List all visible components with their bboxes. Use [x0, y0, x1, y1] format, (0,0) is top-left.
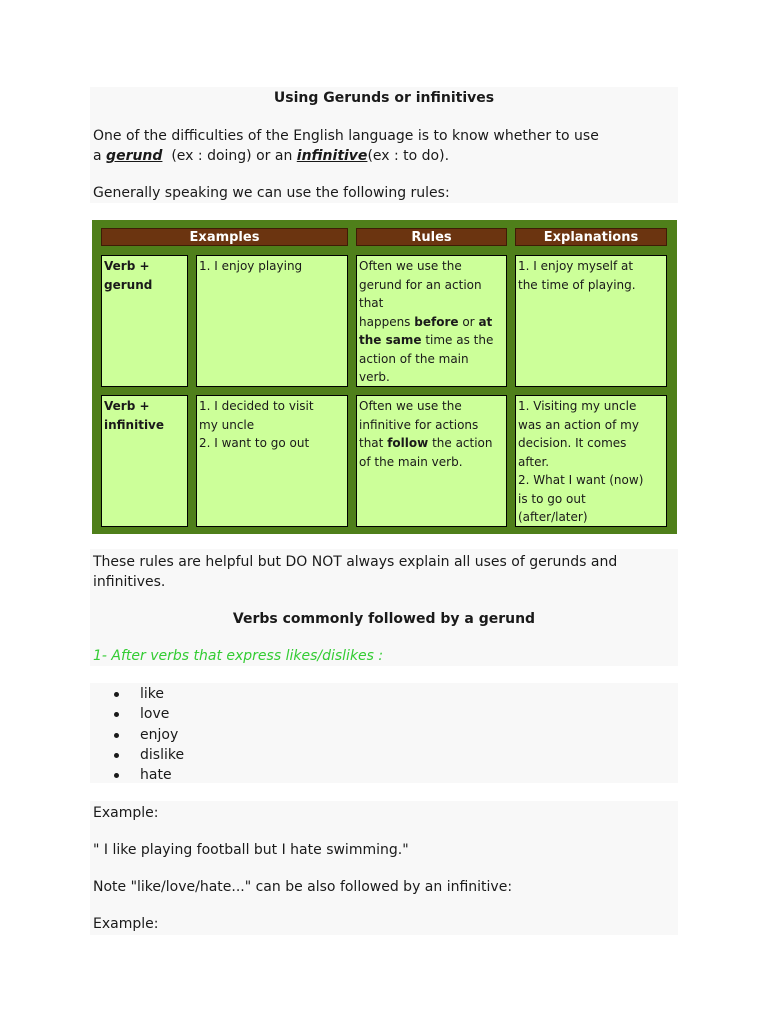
list-item [140, 745, 184, 765]
row2-expl-line6: is to go out [518, 491, 586, 506]
row2-expl-line3: decision. It comes [518, 436, 627, 450]
row2-example-line1: 1. I decided to visit [199, 399, 314, 413]
row2-rule-line4: of the main verb. [359, 454, 463, 469]
verb-like: like [140, 686, 165, 702]
bullet-icon [114, 712, 119, 717]
row1-rule-happens: happens [359, 314, 411, 329]
row2-rule-line1: Often we use the [359, 399, 462, 413]
rules-table [92, 220, 677, 534]
row1-expl-line1: 1. I enjoy myself at [518, 259, 634, 273]
row1-expl-line2: the time of playing. [518, 277, 636, 292]
row1-rule-line5 [359, 331, 504, 350]
example-sentence: " I like playing football but I hate swimming." [93, 842, 409, 858]
page-title: Using Gerunds or infinitives [273, 90, 495, 106]
rules-intro: Generally speaking we can use the following rules: [93, 185, 450, 201]
row2-explanation [515, 395, 667, 527]
row2-label-line2: infinitive [104, 417, 165, 432]
row1-rule-time: time as the [425, 333, 494, 347]
section-title: Verbs commonly followed by a gerund [232, 611, 536, 627]
note1-line2: infinitives. [93, 574, 166, 590]
verb-list [90, 683, 678, 783]
verb-love: love [140, 706, 170, 722]
note2: Note "like/love/hate..." can be also followed by an infinitive: [93, 879, 513, 895]
example-label-2: Example: [93, 916, 159, 932]
intro-ex2: (ex : to do). [367, 148, 450, 164]
bullet-icon [114, 733, 119, 738]
intro-line-2 [93, 146, 449, 166]
row1-rule-line3: that [359, 296, 384, 310]
row1-label [101, 255, 188, 387]
row1-rule-or: or [462, 314, 475, 329]
intro-ex1: (ex : doing) or an [171, 148, 293, 164]
verb-hate: hate [140, 767, 172, 783]
row2-expl-line7: (after/later) [518, 510, 588, 524]
verb-dislike: dislike [140, 747, 185, 763]
row1-example [196, 255, 348, 387]
row2-expl-line2: was an action of my [518, 417, 639, 432]
infinitive-term: infinitive [296, 148, 368, 164]
bullet-icon [114, 753, 119, 758]
row2-expl-line1: 1. Visiting my uncle [518, 399, 637, 413]
row2-rule-line3 [359, 434, 504, 453]
row1-rule-line7: verb. [359, 370, 390, 384]
verb-enjoy: enjoy [140, 727, 179, 743]
bullet-icon [114, 773, 119, 778]
list-item [140, 725, 178, 745]
row2-rule-that: that [359, 436, 384, 450]
row2-expl-line5: 2. What I want (now) [518, 473, 644, 487]
row1-rule-line6: action of the main [359, 351, 469, 366]
note1-line1: These rules are helpful but DO NOT always explain all uses of gerunds and [93, 554, 618, 570]
row2-rule-follow: follow [387, 436, 429, 450]
row2-label-line1: Verb + [104, 399, 150, 413]
row2-example [196, 395, 348, 527]
row1-rule-line1: Often we use the [359, 259, 462, 273]
row1-rule [356, 255, 507, 387]
row1-rule-at: at [478, 314, 493, 329]
row1-example-text: 1. I enjoy playing [199, 259, 303, 273]
list-item [140, 704, 169, 724]
subsection-heading: 1- After verbs that express likes/dislikes : [93, 648, 384, 664]
example-label: Example: [93, 805, 159, 821]
row1-rule-before: before [414, 314, 459, 329]
row2-example-line2: my uncle [199, 417, 255, 432]
header-rules: Rules [356, 228, 507, 246]
list-item [140, 684, 164, 704]
row1-rule-the-same: the same [359, 333, 422, 347]
intro-line-1: One of the difficulties of the English language is to know whether to use [93, 128, 599, 144]
row2-rule-the-action: the action [432, 436, 493, 450]
row1-rule-line4 [359, 313, 504, 332]
row1-rule-line2: gerund for an action [359, 277, 482, 292]
row2-expl-line4: after. [518, 454, 550, 469]
intro-a: a [93, 148, 102, 164]
row1-explanation [515, 255, 667, 387]
row2-example-line3: 2. I want to go out [199, 436, 310, 450]
example-band [90, 801, 678, 935]
row2-label [101, 395, 188, 527]
gerund-term: gerund [106, 148, 163, 164]
list-item [140, 765, 172, 785]
row2-rule [356, 395, 507, 527]
row1-label-line2: gerund [104, 277, 153, 292]
bullet-icon [114, 692, 119, 697]
row1-label-line1: Verb + [104, 259, 150, 273]
header-explanations: Explanations [515, 228, 667, 246]
header-examples: Examples [101, 228, 348, 246]
row2-rule-line2: infinitive for actions [359, 417, 479, 432]
